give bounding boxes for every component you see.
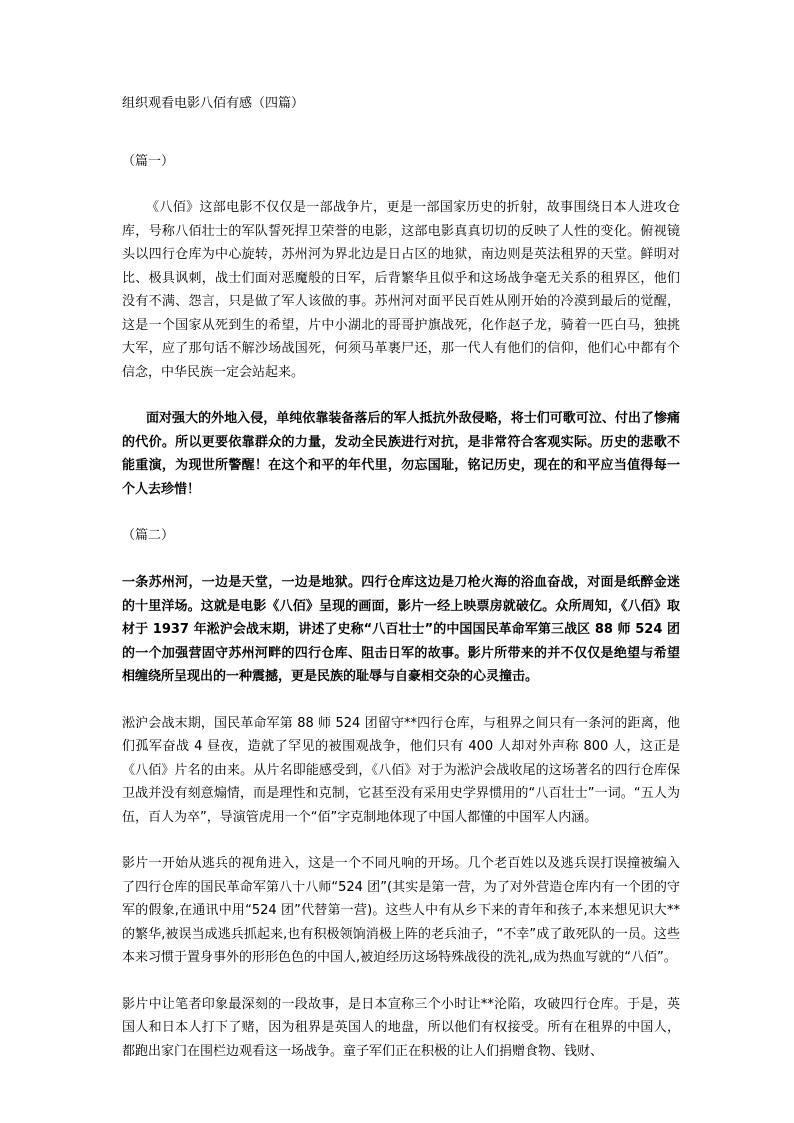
spacer [122, 829, 680, 852]
section-heading-1: （篇一） [122, 154, 175, 169]
spacer [122, 174, 680, 196]
spacer [122, 970, 680, 993]
spacer [122, 548, 680, 571]
spacer [122, 116, 680, 150]
section-1-paragraph-1: 《八佰》这部电影不仅仅是一部战争片，更是一部国家历史的折射，故事围绕日本人进攻仓库，号称八佰壮士的军队誓死捍卫荣誉的电影，这部电影真真切切的反映了人性的变化。俯视镜头以四行仓库为中心旋转，苏州河为界北边是日占区的地狱，南边则是英法租界的天堂。鲜明对比、极具讽刺，战士们面对恶魔般的日军，后背繁华且似乎和这场战争毫无关系的租界区，他们没有不满、怨言，只是做了军人该做的事。苏州河对面平民百姓从刚开始的冷漠到最后的觉醒，这是一个国家从死到生的希望，片中小湖北的哥哥护旗战死，化作赵子龙，骑着一匹白马，独挑大军，应了那句话不解沙场战国死，何须马革裹尸还，那一代人有他们的信仰，他们心中都有个信念，中华民族一定会站起来。 [122, 200, 680, 380]
spacer [122, 384, 680, 407]
document-page [122, 92, 680, 1063]
section-2-paragraph-3: 影片一开始从逃兵的视角进入，这是一个不同凡响的开场。几个老百姓以及逃兵误打误撞被编入了四行仓库的国民革命军第八十八师“524 团”(其实是第一营，为了对外营造仓库内有一个团的守军的假象,在通讯中用“524 团”代替第一营)。这些人中有从乡下来的青年和孩子,本来想见识大**的繁华,被误当成逃兵抓起来,也有积极领饷消极上阵的老兵油子，“不幸”成了敢死队的一员。这些本来习惯于置身事外的形形色色的中国人,被迫经历这场特殊战役的洗礼,成为热血写就的“八佰”。 [122, 856, 680, 965]
section-heading-2: （篇二） [122, 528, 175, 543]
document-title: 组织观看电影八佰有感（四篇） [122, 96, 305, 111]
spacer [122, 689, 680, 712]
section-1-paragraph-2: 面对强大的外地入侵，单纯依靠装备落后的军人抵抗外敌侵略，将士们可歌可泣、付出了惨痛的代价。所以更要依靠群众的力量，发动全民族进行对抗，是非常符合客观实际。历史的悲歌不能重演，为现世所警醒！在这个和平的年代里，勿忘国耻，铭记历史，现在的和平应当值得每一个人去珍惜！ [122, 411, 680, 497]
section-2-paragraph-4: 影片中让笔者印象最深刻的一段故事，是日本宣称三个小时让**沦陷，攻破四行仓库。于是，英国人和日本人打下了赌，因为租界是英国人的地盘，所以他们有权接受。所有在租界的中国人，都跑出家门在围栏边观看这一场战争。童子军们正在积极的让人们捐赠食物、钱财、 [122, 996, 680, 1059]
spacer [122, 501, 680, 524]
section-2-paragraph-1: 一条苏州河，一边是天堂，一边是地狱。四行仓库这边是刀枪火海的浴血奋战，对面是纸醉金迷的十里洋场。这就是电影《八佰》呈现的画面，影片一经上映票房就破亿。众所周知，《八佰》取材于 1937 年淞沪会战末期，讲述了史称“八百壮士”的中国国民革命军第三战区 88 师 524 团的一个加强营固守苏州河畔的四行仓库、阻击日军的故事。影片所带来的并不仅仅是绝望与希望相缠绕所呈现出的一种震撼，更是民族的耻辱与自豪相交杂的心灵撞击。 [122, 575, 680, 684]
section-2-paragraph-2: 淞沪会战末期，国民革命军第 88 师 524 团留守**四行仓库，与租界之间只有一条河的距离，他们孤军奋战 4 昼夜，造就了罕见的被围观战争，他们只有 400 人却对外声称 800 人，这正是《八佰》片名的由来。从片名即能感受到，《八佰》对于为淞沪会战收尾的这场著名的四行仓库保卫战并没有刻意煽情，而是理性和克制，它甚至没有采用史学界惯用的“八百壮士”一词。“五人为伍，百人为卒”，导演管虎用一个“佰”字克制地体现了中国人都懂的中国军人内涵。 [122, 715, 680, 825]
